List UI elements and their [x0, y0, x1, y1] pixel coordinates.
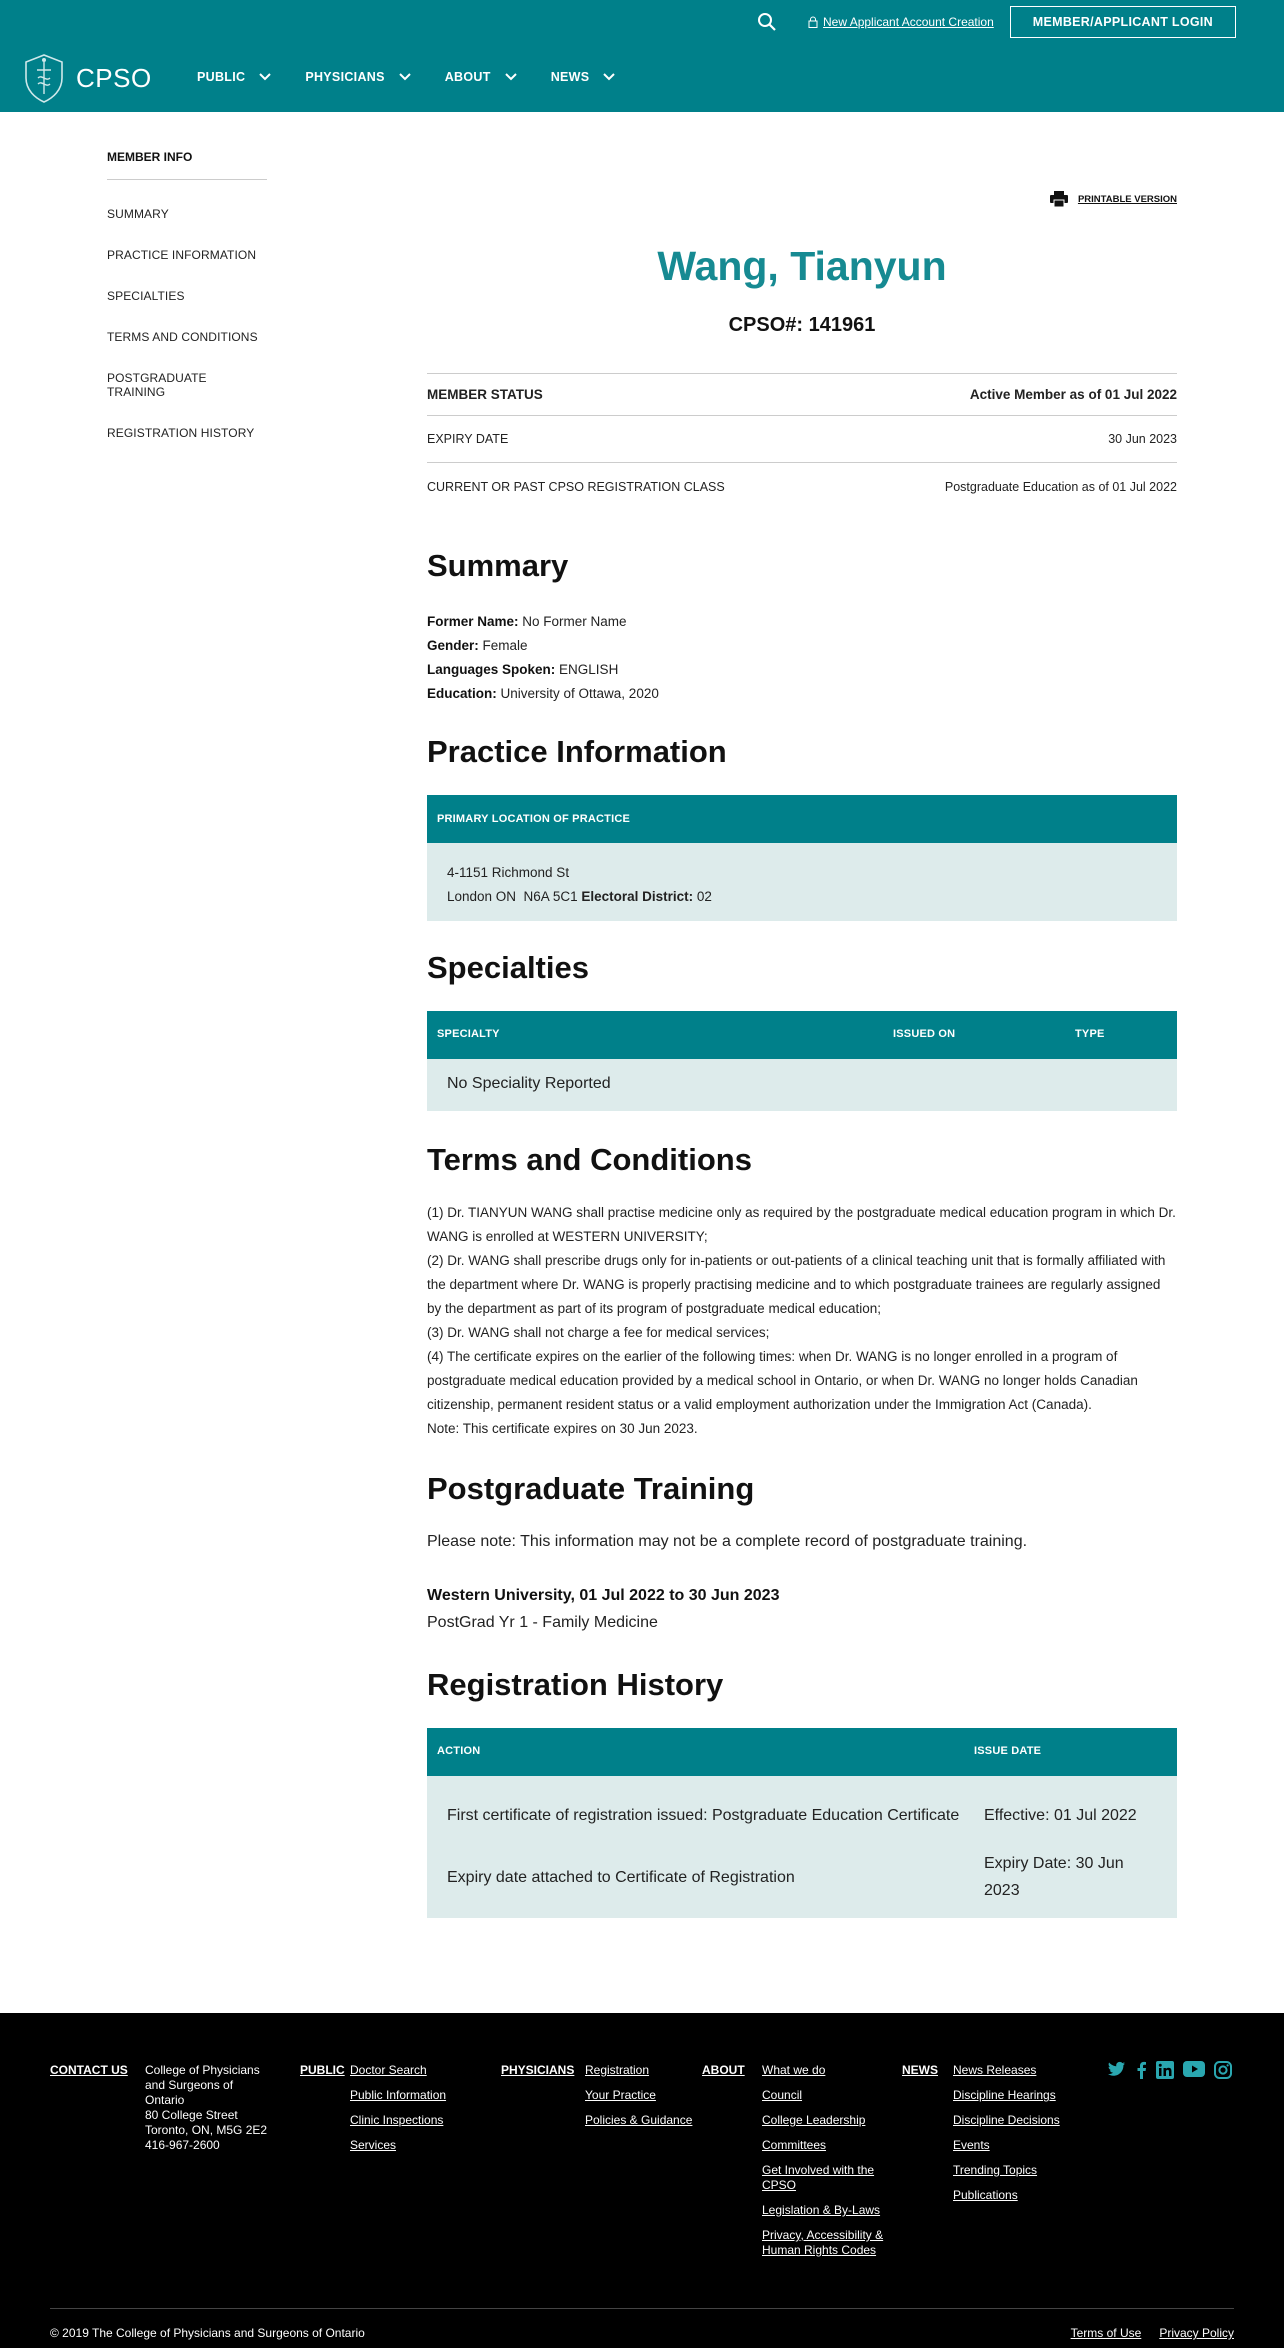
sidebar-item-summary[interactable]: SUMMARY — [107, 207, 169, 221]
district-label: Electoral District: — [581, 889, 694, 904]
footer-link[interactable]: Services — [350, 2138, 397, 2152]
table-row — [427, 1846, 1177, 1908]
terms-line: Note: This certificate expires on 30 Jun 2023. — [427, 1421, 698, 1436]
terms-line: (4) The certificate expires on the earlier of the following times: when Dr. WANG is no longer enrolled in a program of postgraduate medical education provided by a medical school in Ontario, or when Dr. WANG no longer holds Canadian citizenship, permanent resident status or a valid employment authorization under the Immigration Act (Canada). — [427, 1349, 1138, 1412]
cpso-label: CPSO#: — [728, 314, 804, 336]
member-name: Wang, Tianyun — [657, 243, 947, 289]
education-label: Education: — [427, 686, 497, 701]
footer-news-heading[interactable]: NEWS — [902, 2063, 938, 2077]
status-row-member-status — [427, 373, 1177, 415]
privacy-policy-link[interactable]: Privacy Policy — [1159, 2326, 1234, 2340]
printer-icon — [1050, 191, 1068, 207]
new-applicant-link[interactable] — [808, 15, 994, 29]
gender-label: Gender: — [427, 638, 479, 653]
footer-link[interactable]: Trending Topics — [953, 2163, 1038, 2177]
address-line: Ontario — [145, 2093, 185, 2107]
practice-location-table — [427, 795, 1177, 921]
specialties-heading: Specialties — [427, 950, 589, 985]
footer-link[interactable]: Discipline Hearings — [953, 2088, 1056, 2102]
col-action: ACTION — [437, 1745, 481, 1757]
education-line — [427, 682, 659, 706]
terms-text — [427, 1201, 1177, 1441]
practice-table-head: PRIMARY LOCATION OF PRACTICE — [427, 795, 1177, 843]
twitter-icon[interactable] — [1108, 2061, 1126, 2079]
footer-link[interactable]: Council — [762, 2088, 803, 2102]
registration-action: First certificate of registration issued: Postgraduate Education Certificate — [447, 1806, 960, 1824]
languages-line — [427, 658, 659, 682]
nav-label: PUBLIC — [197, 70, 246, 84]
registration-heading: Registration History — [427, 1667, 724, 1702]
chevron-down-icon — [399, 73, 411, 81]
chevron-down-icon — [259, 73, 271, 81]
summary-details — [427, 610, 659, 706]
footer-public-head — [300, 2063, 345, 2077]
logo-text: CPSO — [76, 62, 152, 93]
search-icon[interactable] — [756, 11, 778, 33]
sidebar-item-postgraduate-training[interactable]: POSTGRADUATE TRAINING — [107, 371, 207, 399]
registration-action: Expiry date attached to Certificate of Registration — [447, 1868, 795, 1886]
postgrad-heading: Postgraduate Training — [427, 1471, 755, 1506]
utility-bar — [756, 6, 1236, 38]
terms-line: (2) Dr. WANG shall prescribe drugs only for in-patients or out-patients of a clinical teaching unit that is formally affiliated with the department where Dr. WANG is properly practising medicine and to which postgraduate trainees are regularly assigned by the department as part of its program of postgraduate medical education; — [427, 1253, 1166, 1316]
sidebar-item-specialties[interactable]: SPECIALTIES — [107, 289, 185, 303]
footer-link[interactable]: Get Involved with the CPSO — [762, 2163, 875, 2192]
terms-line: (3) Dr. WANG shall not charge a fee for medical services; — [427, 1325, 770, 1340]
status-key: MEMBER STATUS — [427, 387, 543, 402]
nav-about[interactable] — [445, 70, 517, 84]
site-header — [0, 0, 1284, 112]
terms-heading: Terms and Conditions — [427, 1142, 752, 1177]
gender-line — [427, 634, 659, 658]
address-line-2 — [447, 885, 1157, 909]
footer-link[interactable]: Publications — [953, 2188, 1018, 2202]
col-type: TYPE — [1075, 1028, 1105, 1040]
main-nav — [197, 62, 649, 92]
postgrad-detail: PostGrad Yr 1 - Family Medicine — [427, 1614, 658, 1631]
terms-line: (1) Dr. TIANYUN WANG shall practise medicine only as required by the postgraduate medical education program in which Dr. WANG is enrolled at WESTERN UNIVERSITY; — [427, 1205, 1176, 1244]
footer-news-links — [953, 2063, 1060, 2213]
languages-label: Languages Spoken: — [427, 662, 556, 677]
printable-label: PRINTABLE VERSION — [1077, 193, 1177, 205]
footer-physicians-links — [585, 2063, 692, 2138]
status-value: Postgraduate Education as of 01 Jul 2022 — [944, 479, 1177, 494]
printable-version-link[interactable] — [1050, 191, 1177, 207]
instagram-icon[interactable] — [1214, 2061, 1232, 2079]
footer-contact-heading[interactable]: CONTACT US — [50, 2063, 128, 2077]
footer-link[interactable]: Clinic Inspections — [350, 2113, 444, 2127]
specialties-empty-row: No Speciality Reported — [427, 1059, 1177, 1111]
status-key: CURRENT OR PAST CPSO REGISTRATION CLASS — [427, 479, 725, 494]
address-line-1: 4-1151 Richmond St — [447, 865, 570, 880]
col-issued-on: ISSUED ON — [893, 1028, 956, 1040]
gender-value: Female — [482, 638, 528, 653]
cpso-logo[interactable] — [20, 52, 152, 104]
site-footer — [0, 2013, 1284, 2348]
footer-link[interactable]: Discipline Decisions — [953, 2113, 1060, 2127]
footer-link[interactable]: Public Information — [350, 2088, 447, 2102]
facebook-icon[interactable] — [1135, 2061, 1147, 2079]
linkedin-icon[interactable] — [1156, 2061, 1174, 2079]
former-name-line — [427, 610, 659, 634]
footer-divider — [50, 2308, 1234, 2309]
footer-link[interactable]: Committees — [762, 2138, 827, 2152]
education-value: University of Ottawa, 2020 — [500, 686, 659, 701]
registration-history-table — [427, 1728, 1177, 1918]
status-table — [427, 373, 1177, 510]
chevron-down-icon — [603, 73, 615, 81]
status-row-registration-class — [427, 462, 1177, 510]
registration-date: Expiry Date: 30 Jun 2023 — [984, 1855, 1124, 1899]
footer-link[interactable]: Your Practice — [585, 2088, 656, 2102]
table-row — [427, 1784, 1177, 1846]
status-value: Active Member as of 01 Jul 2022 — [969, 387, 1177, 402]
sidebar-item-terms[interactable]: TERMS AND CONDITIONS — [107, 330, 258, 344]
footer-about-links — [762, 2063, 892, 2268]
practice-heading: Practice Information — [427, 734, 727, 769]
cpso-number — [427, 314, 1177, 337]
nav-public[interactable] — [197, 70, 271, 84]
crest-icon — [20, 52, 68, 104]
footer-public-heading[interactable]: PUBLIC — [300, 2063, 345, 2077]
member-info-sidebar — [107, 150, 267, 440]
footer-link[interactable]: Legislation & By-Laws — [762, 2203, 881, 2217]
youtube-icon[interactable] — [1183, 2061, 1205, 2079]
col-issue-date: ISSUE DATE — [974, 1745, 1042, 1757]
nav-physicians[interactable] — [305, 70, 410, 84]
nav-label: ABOUT — [444, 70, 491, 84]
sidebar-item-registration-history[interactable]: REGISTRATION HISTORY — [107, 426, 255, 440]
social-links — [1108, 2061, 1241, 2079]
address-line: 416-967-2600 — [145, 2138, 220, 2152]
postgrad-note: Please note: This information may not be a complete record of postgraduate training. — [427, 1533, 1028, 1550]
former-name-value: No Former Name — [522, 614, 627, 629]
sidebar-title: MEMBER INFO — [107, 150, 267, 180]
legal-links — [1053, 2326, 1234, 2340]
postgrad-title: Western University, 01 Jul 2022 to 30 Jun 2023 — [427, 1587, 780, 1604]
col-specialty: SPECIALTY — [437, 1028, 500, 1040]
sidebar-item-practice-information[interactable]: PRACTICE INFORMATION — [107, 248, 257, 262]
footer-physicians-head — [501, 2063, 574, 2077]
footer-link[interactable]: Policies & Guidance — [585, 2113, 693, 2127]
address-line: Toronto, ON, M5G 2E2 — [145, 2123, 268, 2137]
specialties-table-head — [427, 1011, 1177, 1059]
status-key: EXPIRY DATE — [427, 432, 509, 446]
footer-link[interactable]: News Releases — [953, 2063, 1037, 2077]
specialties-table — [427, 1011, 1177, 1111]
copyright: © 2019 The College of Physicians and Surgeons of Ontario — [50, 2326, 365, 2340]
footer-news-head — [902, 2063, 938, 2077]
footer-link[interactable]: What we do — [762, 2063, 826, 2077]
registration-date: Effective: 01 Jul 2022 — [984, 1806, 1137, 1824]
nav-news[interactable] — [551, 70, 616, 84]
status-value: 30 Jun 2023 — [1108, 432, 1177, 446]
practice-table-body — [427, 843, 1177, 921]
address-city: London ON N6A 5C1 — [447, 889, 578, 904]
footer-link[interactable]: Events — [953, 2138, 990, 2152]
former-name-label: Former Name: — [427, 614, 519, 629]
address-line: 80 College Street — [145, 2108, 238, 2122]
registration-table-body — [427, 1776, 1177, 1918]
footer-public-links — [350, 2063, 446, 2163]
footer-contact — [50, 2063, 128, 2077]
footer-about-heading[interactable]: ABOUT — [702, 2063, 745, 2077]
footer-link[interactable]: Registration — [585, 2063, 650, 2077]
terms-of-use-link[interactable]: Terms of Use — [1070, 2326, 1142, 2340]
footer-address — [145, 2063, 275, 2153]
footer-link[interactable]: College Leadership — [762, 2113, 866, 2127]
nav-label: PHYSICIANS — [305, 70, 385, 84]
lock-icon — [808, 16, 818, 28]
district-value: 02 — [696, 889, 712, 904]
new-applicant-label: New Applicant Account Creation — [823, 15, 994, 29]
languages-value: ENGLISH — [559, 662, 619, 677]
footer-physicians-heading[interactable]: PHYSICIANS — [501, 2063, 575, 2077]
nav-label: NEWS — [550, 70, 590, 84]
address-line: and Surgeons of — [145, 2078, 234, 2092]
footer-about-head — [702, 2063, 745, 2077]
chevron-down-icon — [505, 73, 517, 81]
cpso-value: 141961 — [808, 314, 876, 336]
footer-link[interactable]: Privacy, Accessibility & Human Rights Codes — [762, 2228, 884, 2257]
status-row-expiry — [427, 415, 1177, 462]
address-line: College of Physicians — [145, 2063, 260, 2077]
footer-link[interactable]: Doctor Search — [350, 2063, 427, 2077]
registration-table-head — [427, 1728, 1177, 1776]
summary-heading: Summary — [427, 548, 569, 583]
member-login-button[interactable]: MEMBER/APPLICANT LOGIN — [1010, 6, 1236, 38]
